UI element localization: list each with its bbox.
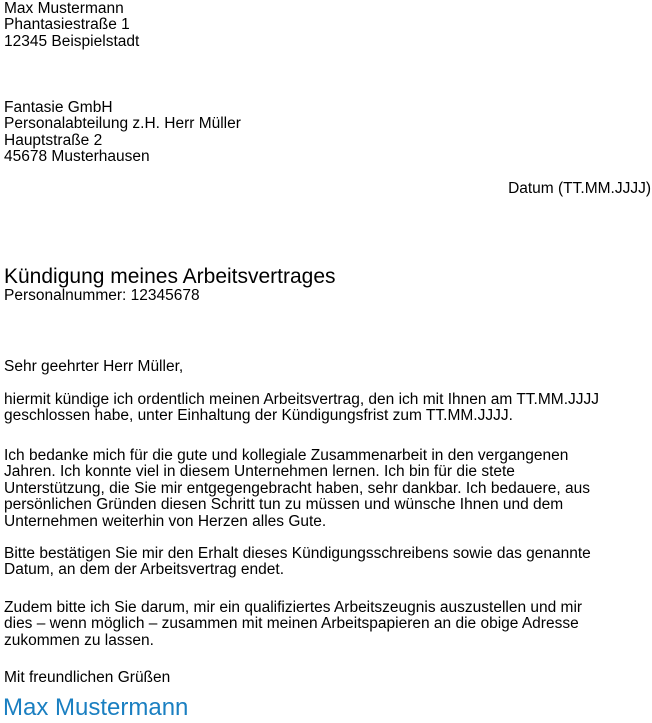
paragraph-line: Zudem bitte ich Sie darum, mir ein qualifiziertes Arbeitszeugnis auszustellen und mir bbox=[4, 599, 583, 616]
recipient-department: Personalabteilung z.H. Herr Müller bbox=[4, 115, 241, 133]
paragraph-confirmation bbox=[4, 546, 652, 579]
letter-date: Datum (TT.MM.JJJJ) bbox=[508, 180, 651, 197]
paragraph-line: zukommen zu lassen. bbox=[4, 631, 154, 649]
paragraph-line: Jahren. Ich konnte viel in diesem Unternehmen lernen. Ich bin für die stete bbox=[4, 463, 515, 481]
paragraph-line: dies – wenn möglich – zusammen mit meinen Arbeitspapieren an die obige Adresse bbox=[4, 615, 579, 633]
sender-name: Max Mustermann bbox=[4, 0, 124, 17]
paragraph-line: Bitte bestätigen Sie mir den Erhalt dieses Kündigungsschreibens sowie das genannte bbox=[4, 545, 591, 562]
paragraph-reference-request bbox=[4, 600, 652, 649]
signature: Max Mustermann bbox=[3, 694, 189, 721]
sender-address bbox=[4, 1, 139, 50]
paragraph-line: hiermit kündige ich ordentlich meinen Arbeitsvertrag, den ich mit Ihnen am TT.MM.JJJJ bbox=[4, 391, 599, 408]
subject-title: Kündigung meines Arbeitsvertrages bbox=[4, 265, 336, 288]
paragraph-termination bbox=[4, 392, 652, 425]
recipient-street: Hauptstraße 2 bbox=[4, 131, 103, 149]
paragraph-line: Ich bedanke mich für die gute und kollegiale Zusammenarbeit in den vergangenen bbox=[4, 447, 569, 464]
personnel-number: Personalnummer: 12345678 bbox=[4, 287, 200, 304]
paragraph-line: geschlossen habe, unter Einhaltung der Kündigungsfrist zum TT.MM.JJJJ. bbox=[4, 407, 513, 425]
paragraph-line: Datum, an dem der Arbeitsvertrag endet. bbox=[4, 561, 285, 579]
paragraph-line: Unterstützung, die Sie mir entgegengebracht haben, sehr dankbar. Ich bedauere, aus bbox=[4, 479, 590, 497]
closing-phrase: Mit freundlichen Grüßen bbox=[4, 669, 171, 686]
recipient-company: Fantasie GmbH bbox=[4, 99, 113, 116]
sender-city: 12345 Beispielstadt bbox=[4, 32, 140, 50]
subject-block bbox=[4, 266, 336, 303]
paragraph-thanks bbox=[4, 448, 652, 530]
sender-street: Phantasiestraße 1 bbox=[4, 16, 130, 34]
recipient-city: 45678 Musterhausen bbox=[4, 148, 150, 166]
paragraph-line: persönlichen Gründen diesen Schritt tun zu müssen und wünsche Ihnen und dem bbox=[4, 496, 564, 514]
paragraph-line: Unternehmen weiterhin von Herzen alles Gute. bbox=[4, 512, 327, 530]
recipient-address bbox=[4, 100, 241, 166]
salutation: Sehr geehrter Herr Müller, bbox=[4, 358, 184, 375]
